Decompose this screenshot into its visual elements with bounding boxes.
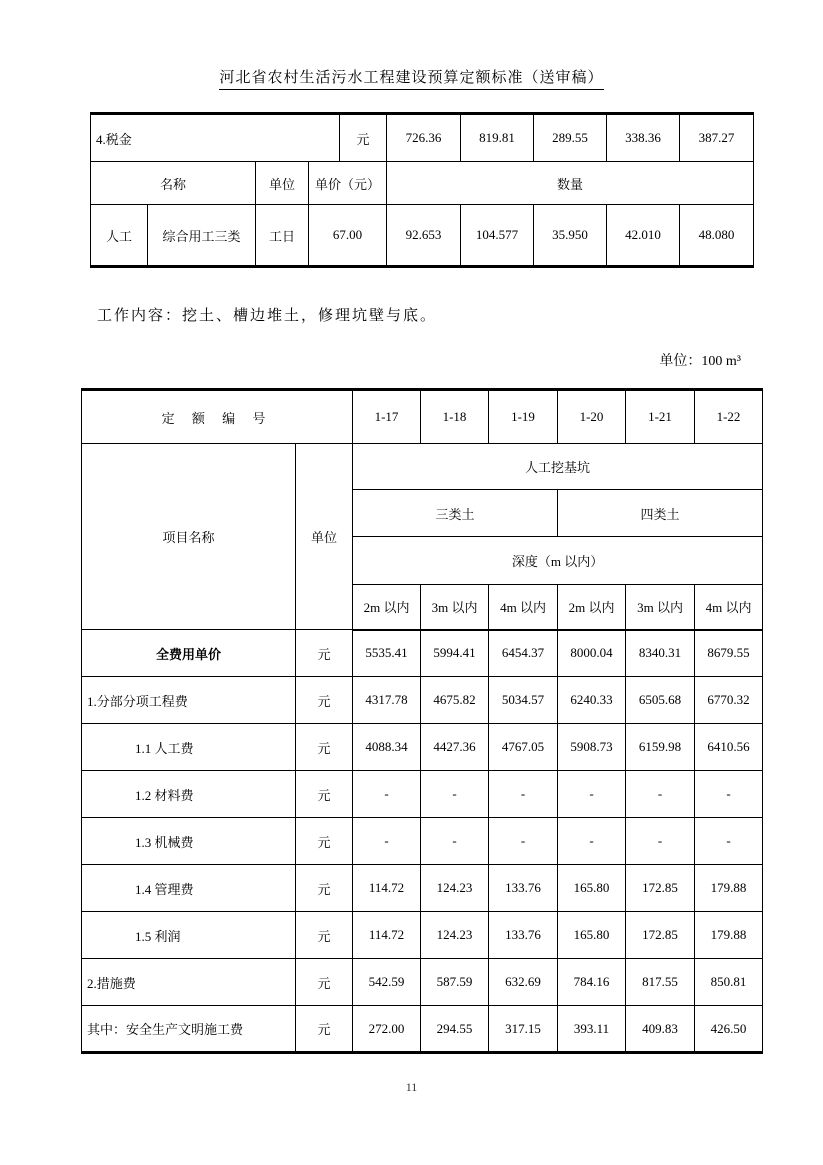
row-value: 409.83	[626, 1006, 695, 1053]
row-label: 1.分部分项工程费	[82, 677, 296, 724]
depth-col-header: 4m 以内	[489, 585, 558, 630]
document-title: 河北省农村生活污水工程建设预算定额标准（送审稿）	[219, 66, 603, 90]
row-value: -	[558, 771, 626, 818]
header-name: 名称	[91, 162, 256, 205]
row-value: 179.88	[695, 865, 763, 912]
row-unit: 元	[296, 630, 353, 677]
table-row	[82, 630, 763, 677]
table-row	[82, 724, 763, 771]
quota-code: 1-22	[695, 390, 763, 444]
quota-code: 1-21	[626, 390, 695, 444]
tax-row-unit: 元	[340, 114, 387, 162]
row-value: 4088.34	[353, 724, 421, 771]
row-value: 114.72	[353, 865, 421, 912]
tax-row-label: 4.税金	[91, 114, 340, 162]
row-value: 850.81	[695, 959, 763, 1006]
group-header: 人工挖基坑	[353, 444, 763, 490]
row-value: 542.59	[353, 959, 421, 1006]
row-value: 172.85	[626, 865, 695, 912]
row-value: 317.15	[489, 1006, 558, 1053]
row-label: 2.措施费	[82, 959, 296, 1006]
row-value: 124.23	[421, 865, 489, 912]
row-value: 6770.32	[695, 677, 763, 724]
row-value: 179.88	[695, 912, 763, 959]
row-value: 6410.56	[695, 724, 763, 771]
soil-type-header: 三类土	[353, 490, 558, 537]
row-unit: 元	[296, 959, 353, 1006]
row-unit: 元	[296, 1006, 353, 1053]
row-label: 1.1 人工费	[82, 724, 296, 771]
tax-row-value: 726.36	[387, 114, 461, 162]
row-value: -	[626, 818, 695, 865]
labor-unit: 工日	[256, 205, 309, 267]
row-value: -	[421, 818, 489, 865]
row-unit: 元	[296, 912, 353, 959]
row-value: 165.80	[558, 865, 626, 912]
row-value: -	[353, 818, 421, 865]
row-value: 6240.33	[558, 677, 626, 724]
row-unit: 元	[296, 818, 353, 865]
quota-code: 1-20	[558, 390, 626, 444]
table-row	[82, 818, 763, 865]
header-quantity: 数量	[387, 162, 754, 205]
resource-header-row	[91, 162, 754, 205]
quota-code-row	[82, 390, 763, 444]
work-content-note: 工作内容：挖土、槽边堆土，修理坑壁与底。	[97, 308, 438, 324]
row-value: 8340.31	[626, 630, 695, 677]
labor-row	[91, 205, 754, 267]
labor-quantity-value: 35.950	[534, 205, 607, 267]
labor-quantity-value: 42.010	[607, 205, 680, 267]
row-value: 587.59	[421, 959, 489, 1006]
row-value: -	[626, 771, 695, 818]
row-value: 294.55	[421, 1006, 489, 1053]
row-value: 124.23	[421, 912, 489, 959]
row-value: 393.11	[558, 1006, 626, 1053]
row-value: 172.85	[626, 912, 695, 959]
row-unit: 元	[296, 677, 353, 724]
title-row	[0, 66, 823, 90]
upper-cost-table	[90, 112, 754, 268]
page-number: 11	[405, 1080, 418, 1094]
row-value: 272.00	[353, 1006, 421, 1053]
labor-name: 综合用工三类	[148, 205, 256, 267]
row-value: 426.50	[695, 1006, 763, 1053]
row-value: 114.72	[353, 912, 421, 959]
item-name-header: 项目名称	[82, 444, 296, 630]
row-value: 165.80	[558, 912, 626, 959]
row-unit: 元	[296, 865, 353, 912]
tax-row	[91, 114, 754, 162]
tax-row-value: 338.36	[607, 114, 680, 162]
table-row	[82, 912, 763, 959]
tax-row-value: 819.81	[461, 114, 534, 162]
row-value: -	[489, 771, 558, 818]
table-row	[82, 959, 763, 1006]
labor-category: 人工	[91, 205, 148, 267]
depth-header: 深度（m 以内）	[353, 537, 763, 585]
row-value: -	[421, 771, 489, 818]
row-label: 1.2 材料费	[82, 771, 296, 818]
row-value: 4317.78	[353, 677, 421, 724]
row-value: 632.69	[489, 959, 558, 1006]
row-value: -	[695, 818, 763, 865]
quota-table	[81, 388, 763, 1054]
row-unit: 元	[296, 724, 353, 771]
header-unit-price: 单价（元）	[309, 162, 387, 205]
unit-header: 单位	[296, 444, 353, 630]
row-value: 6505.68	[626, 677, 695, 724]
row-value: -	[695, 771, 763, 818]
row-value: 4427.36	[421, 724, 489, 771]
labor-quantity-value: 48.080	[680, 205, 754, 267]
row-value: 5908.73	[558, 724, 626, 771]
row-value: 6454.37	[489, 630, 558, 677]
depth-col-header: 2m 以内	[353, 585, 421, 630]
unit-note: 单位：100 m³	[659, 354, 741, 369]
group-header-row	[82, 444, 763, 490]
labor-quantity-value: 104.577	[461, 205, 534, 267]
row-value: -	[558, 818, 626, 865]
labor-unit-price: 67.00	[309, 205, 387, 267]
quota-code: 1-18	[421, 390, 489, 444]
row-value: 4675.82	[421, 677, 489, 724]
row-value: 8000.04	[558, 630, 626, 677]
row-value: 4767.05	[489, 724, 558, 771]
depth-col-header: 2m 以内	[558, 585, 626, 630]
depth-col-header: 4m 以内	[695, 585, 763, 630]
depth-col-header: 3m 以内	[626, 585, 695, 630]
table-row	[82, 677, 763, 724]
row-label: 1.4 管理费	[82, 865, 296, 912]
row-label: 其中：安全生产文明施工费	[82, 1006, 296, 1053]
row-value: 5535.41	[353, 630, 421, 677]
table-row	[82, 865, 763, 912]
row-value: 133.76	[489, 865, 558, 912]
row-value: 6159.98	[626, 724, 695, 771]
row-value: 133.76	[489, 912, 558, 959]
row-value: 817.55	[626, 959, 695, 1006]
row-label: 全费用单价	[82, 630, 296, 677]
quota-code: 1-19	[489, 390, 558, 444]
soil-type-header: 四类土	[558, 490, 763, 537]
table-row	[82, 771, 763, 818]
quota-code-label: 定 额 编 号	[82, 390, 353, 444]
row-unit: 元	[296, 771, 353, 818]
row-value: -	[353, 771, 421, 818]
row-label: 1.3 机械费	[82, 818, 296, 865]
row-value: 784.16	[558, 959, 626, 1006]
tax-row-value: 387.27	[680, 114, 754, 162]
quota-code: 1-17	[353, 390, 421, 444]
row-value: -	[489, 818, 558, 865]
row-label: 1.5 利润	[82, 912, 296, 959]
header-unit: 单位	[256, 162, 309, 205]
row-value: 5994.41	[421, 630, 489, 677]
tax-row-value: 289.55	[534, 114, 607, 162]
table-row	[82, 1006, 763, 1053]
labor-quantity-value: 92.653	[387, 205, 461, 267]
row-value: 8679.55	[695, 630, 763, 677]
depth-col-header: 3m 以内	[421, 585, 489, 630]
row-value: 5034.57	[489, 677, 558, 724]
